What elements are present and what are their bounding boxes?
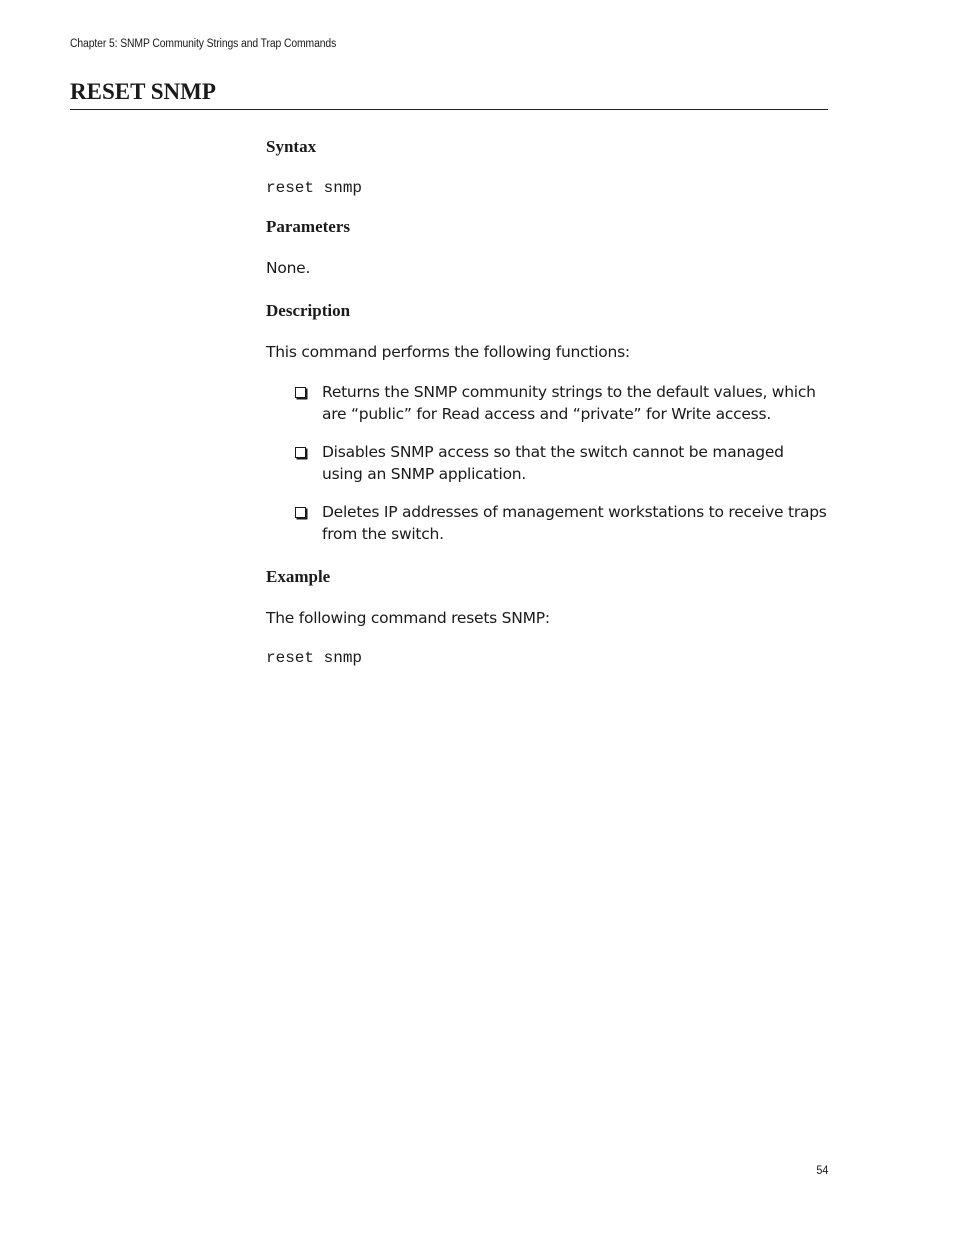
list-item bbox=[266, 441, 828, 485]
example-heading: Example bbox=[266, 567, 331, 586]
page-number: 54 bbox=[815, 1163, 828, 1177]
example-intro: The following command resets SNMP: bbox=[266, 609, 550, 627]
page-title: RESET SNMP bbox=[70, 78, 828, 110]
syntax-heading: Syntax bbox=[266, 137, 317, 156]
description-intro: This command performs the following functions: bbox=[266, 343, 630, 361]
checkbox-bullet-icon bbox=[295, 507, 306, 518]
example-code: reset snmp bbox=[266, 649, 363, 667]
list-item-text: Disables SNMP access so that the switch cannot be managed using an SNMP application. bbox=[322, 443, 784, 483]
parameters-heading: Parameters bbox=[266, 217, 351, 236]
function-list bbox=[266, 381, 828, 545]
parameters-text: None. bbox=[266, 259, 311, 277]
list-item bbox=[266, 381, 828, 425]
checkbox-bullet-icon bbox=[295, 387, 306, 398]
list-item-text: Returns the SNMP community strings to the default values, which are “public” for Read access and “private” for Write access. bbox=[322, 383, 816, 423]
running-header: Chapter 5: SNMP Community Strings and Trap Commands bbox=[70, 38, 337, 50]
list-item bbox=[266, 501, 828, 545]
syntax-code: reset snmp bbox=[266, 179, 363, 197]
description-heading: Description bbox=[266, 301, 351, 320]
checkbox-bullet-icon bbox=[295, 447, 306, 458]
command-body bbox=[266, 135, 828, 669]
list-item-text: Deletes IP addresses of management workstations to receive traps from the switch. bbox=[322, 503, 827, 543]
